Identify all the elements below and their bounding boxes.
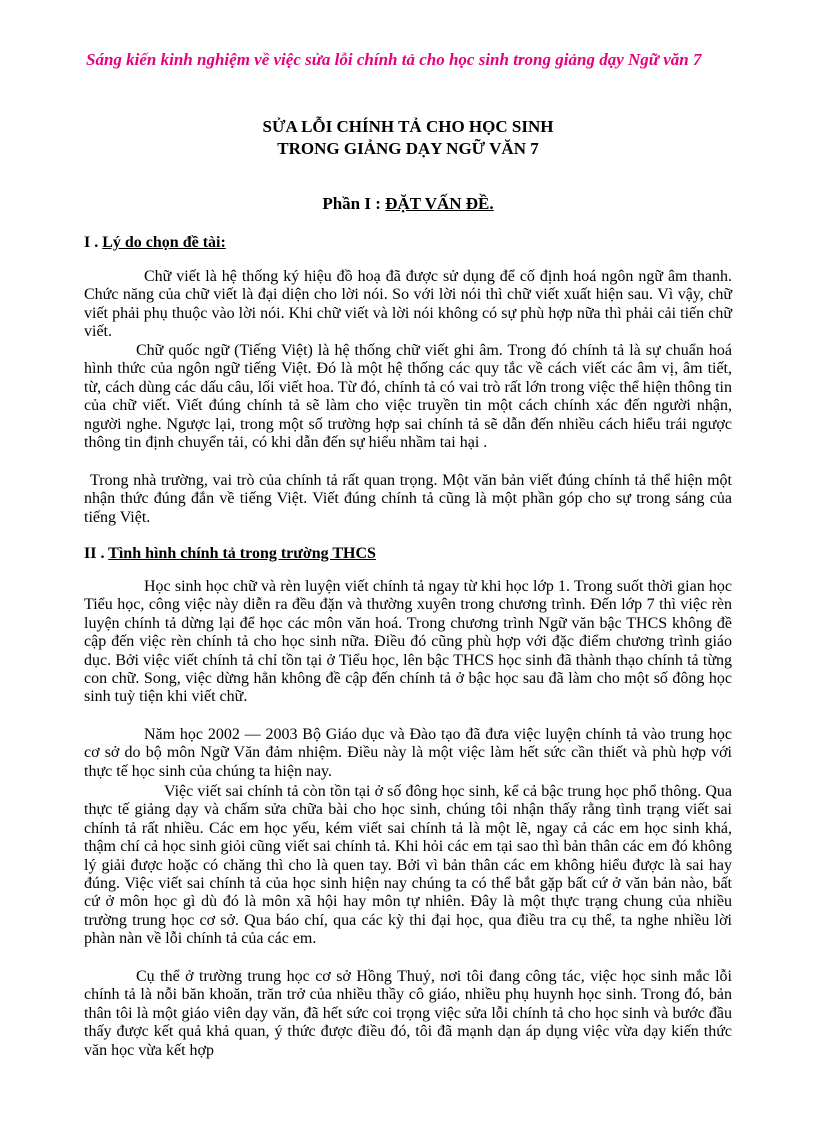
section-2-heading xyxy=(84,545,376,563)
section-2-title: Tình hình chính tả trong trường THCS xyxy=(108,545,376,562)
section-1-number: I . xyxy=(84,234,99,251)
section-1-title: Lý do chọn đề tài: xyxy=(102,234,226,251)
section-1-heading xyxy=(84,234,226,252)
section-2-paragraph-4: Cụ thể ở trường trung học cơ sở Hồng Thuỷ, nơi tôi đang công tác, việc học sinh mắc lỗi chính tả là nỗi băn khoăn, trăn trở của nhiều thầy cô giáo, nhiều phụ huynh học sinh. Trong đó, bản thân tôi là một giáo viên dạy văn, đã hết sức coi trọng việc sửa lỗi chính tả cho học sinh và bước đầu thấy được kết quả khả quan, ý thức được điều đó, tôi đã mạnh dạn áp dụng việc vừa dạy kiến thức văn học vừa kết hợp xyxy=(84,968,732,1059)
section-2-paragraph-1: Học sinh học chữ và rèn luyện viết chính tả ngay từ khi học lớp 1. Trong suốt thời gian học Tiểu học, công việc này diễn ra đều đặn và thường xuyên trong chương trình. Đến lớp 7 thì việc rèn luyện chính tả dừng lại để học các môn văn hoá. Trong chương trình Ngữ văn bậc THCS không đề cập đến việc rèn chính tả cho học sinh nữa. Điều đó cũng phù hợp với đặc điểm chương trình giáo dục. Bởi việc viết chính tả chỉ tồn tại ở Tiểu học, lên bậc THCS học sinh đã thành thạo chính tả từng con chữ. Song, việc dừng hẳn không đề cập đến chính tả ở bậc học sau đã làm cho một số đông học sinh tuỳ tiện khi viết chữ. xyxy=(84,578,732,706)
section-1-paragraph-3: Trong nhà trường, vai trò của chính tả rất quan trọng. Một văn bản viết đúng chính tả thể hiện một nhận thức đúng đắn về tiếng Việt. Viết đúng chính tả cũng là một phần góp cho sự trong sáng của tiếng Việt. xyxy=(84,472,732,526)
part-heading xyxy=(0,194,816,214)
part-name: ĐẶT VẤN ĐỀ. xyxy=(385,194,494,213)
title-line-1: SỬA LỖI CHÍNH TẢ CHO HỌC SINH xyxy=(262,117,554,136)
title-line-2: TRONG GIẢNG DẠY NGỮ VĂN 7 xyxy=(277,139,539,158)
section-2-number: II . xyxy=(84,545,105,562)
section-1-paragraph-1: Chữ viết là hệ thống ký hiệu đồ hoạ đã được sử dụng để cố định hoá ngôn ngữ âm thanh. Chức năng của chữ viết là đại diện cho lời nói. So với lời nói thì chữ viết xuất hiện sau. Vì vậy, chữ viết phải phụ thuộc vào lời nói. Khi chữ viết và lời nói không có sự phù hợp nữa thì phải cải tiến chữ viết. xyxy=(84,268,732,341)
running-header: Sáng kiến kinh nghiệm về việc sửa lỗi chính tả cho học sinh trong giảng dạy Ngữ văn 7 xyxy=(86,50,702,69)
part-prefix: Phần I : xyxy=(322,194,381,213)
section-2-paragraph-3: Việc viết sai chính tả còn tồn tại ở số đông học sinh, kể cả bậc trung học phổ thông. Qua thực tế giảng dạy và chấm sửa chữa bài cho học sinh, chúng tôi nhận thấy rằng tình trạng viết sai chính tả rất nhiều. Các em học yếu, kém viết sai chính tả là một lẽ, ngay cả các em học sinh khá, thậm chí cả học sinh giỏi cũng viết sai chính tả. Khi hỏi các em tại sao thì bản thân các em đó không lý giải được hoặc có chăng thì cho là quen tay. Bởi vì bản thân các em không hiểu được là sai hay đúng. Việc viết sai chính tả của học sinh hiện nay chúng ta có thể bắt gặp bất cứ ở văn bản nào, bất cứ ở môn học gì dù đó là môn xã hội hay môn tự nhiên. Đây là một thực trạng chung của nhiều trường trung học cơ sở. Qua báo chí, qua các kỳ thi đại học, qua điều tra cụ thể, ta nghe nhiều lời phàn nàn về lỗi chính tả của các em. xyxy=(84,783,732,948)
section-2-paragraph-2: Năm học 2002 — 2003 Bộ Giáo dục và Đào tạo đã đưa việc luyện chính tả vào trung học cơ sở do bộ môn Ngữ Văn đảm nhiệm. Điều này là một việc làm hết sức cần thiết và phù hợp với thực tế học sinh của chúng ta hiện nay. xyxy=(84,726,732,780)
section-1-paragraph-2: Chữ quốc ngữ (Tiếng Việt) là hệ thống chữ viết ghi âm. Trong đó chính tả là sự chuẩn hoá hình thức của ngôn ngữ tiếng Việt. Đó là một hệ thống các quy tắc về cách viết các âm vị, âm tiết, từ, cách dùng các dấu câu, lối viết hoa. Từ đó, chính tả có vai trò rất lớn trong việc thể hiện thông tin của chữ viết. Viết đúng chính tả sẽ làm cho việc truyền tin một cách chính xác đến người nhận, người nghe. Ngược lại, trong một số trường hợp sai chính tả sẽ dẫn đến nhiều cách hiểu trái ngược thông tin định chuyển tải, có khi dẫn đến sự hiểu nhầm tai hại . xyxy=(84,342,732,452)
